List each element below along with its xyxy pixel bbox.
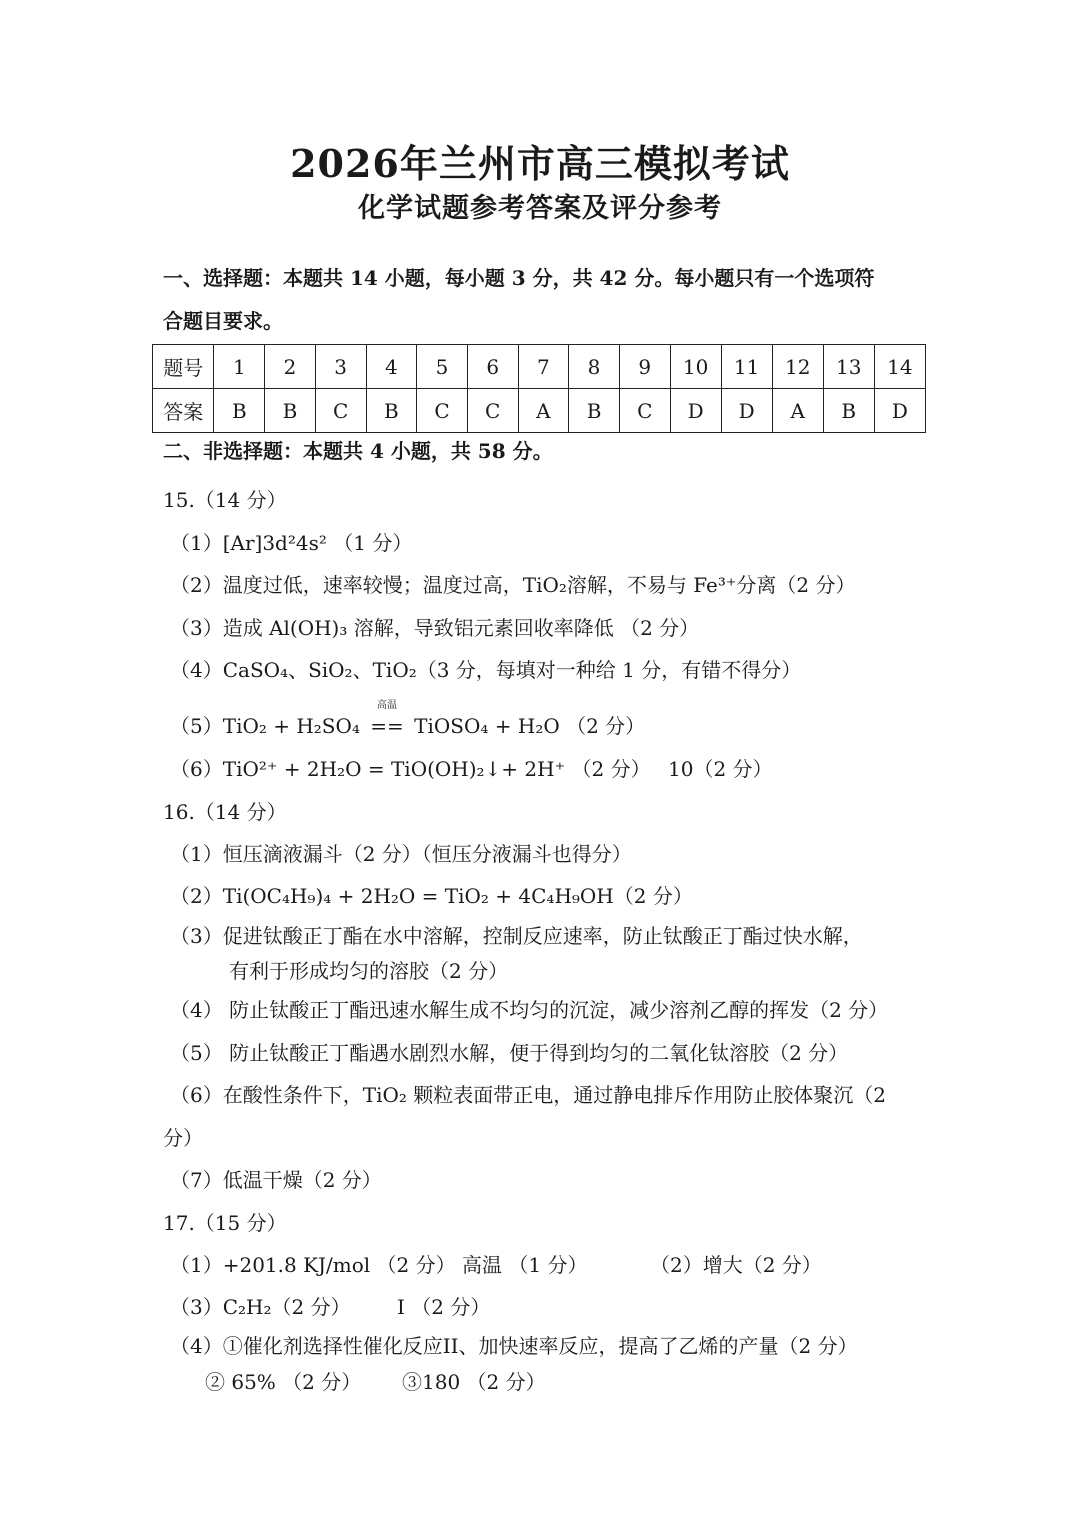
table-cell-number: 3 <box>315 345 366 389</box>
q15-answer-1: （1）[Ar]3d²4s² （1 分） <box>170 531 413 555</box>
table-cell-number: 5 <box>417 345 468 389</box>
q17-heading: 17.（15 分） <box>163 1211 287 1235</box>
page-title: 2026年兰州市高三模拟考试 <box>290 141 790 186</box>
section2-heading: 二、非选择题：本题共 4 小题，共 58 分。 <box>163 439 553 463</box>
q16-answer-3-cont: 有利于形成均匀的溶胶（2 分） <box>229 959 509 983</box>
table-cell-answer: A <box>772 389 823 433</box>
q17-answer-1b: 高温 （1 分） <box>462 1253 588 1277</box>
q15-answer-5 <box>170 700 646 739</box>
table-cell-number: 4 <box>366 345 417 389</box>
q15-answer-4: （4）CaSO₄、SiO₂、TiO₂（3 分，每填对一种给 1 分，有错不得分） <box>170 658 802 682</box>
section1-heading-line1: 一、选择题：本题共 14 小题，每小题 3 分，共 42 分。每小题只有一个选项符 <box>163 266 875 290</box>
table-cell-number: 14 <box>874 345 925 389</box>
q16-heading: 16.（14 分） <box>163 800 287 824</box>
table-cell-number: 11 <box>721 345 772 389</box>
q17-answer-1: （1）+201.8 KJ/mol （2 分） <box>170 1253 456 1277</box>
q16-answer-7: （7）低温干燥（2 分） <box>170 1168 382 1192</box>
table-cell-answer: D <box>670 389 721 433</box>
reaction-condition-label: 高温 <box>377 700 398 711</box>
table-cell-number: 10 <box>670 345 721 389</box>
table-cell-number: 7 <box>518 345 569 389</box>
equals-sign: == <box>370 714 404 738</box>
q17-answer-4: （4）①催化剂选择性催化反应II、加快速率反应，提高了乙烯的产量（2 分） <box>170 1334 858 1358</box>
section1-heading-line2: 合题目要求。 <box>163 309 283 333</box>
table-cell-answer: D <box>874 389 925 433</box>
table-cell-number: 12 <box>772 345 823 389</box>
table-cell-number: 1 <box>214 345 265 389</box>
table-cell-answer: C <box>467 389 518 433</box>
q16-answer-1: （1）恒压滴液漏斗（2 分）（恒压分液漏斗也得分） <box>170 842 632 866</box>
table-cell-answer: C <box>417 389 468 433</box>
table-cell-number: 8 <box>569 345 620 389</box>
table-cell-answer: C <box>619 389 670 433</box>
page-subtitle: 化学试题参考答案及评分参考 <box>358 193 722 224</box>
q17-answer-4c: ③180 （2 分） <box>402 1370 546 1394</box>
q16-answer-4: （4） 防止钛酸正丁酯迅速水解生成不均匀的沉淀，减少溶剂乙醇的挥发（2 分） <box>170 998 889 1022</box>
table-cell-answer: D <box>721 389 772 433</box>
answer-table-answer-row <box>153 389 926 433</box>
q15-answer-5-right: TiOSO₄ + H₂O （2 分） <box>414 714 646 738</box>
q17-answer-4b: ② 65% （2 分） <box>205 1370 362 1394</box>
table-cell-number: 6 <box>467 345 518 389</box>
table-row-label: 答案 <box>153 389 214 433</box>
q15-answer-6b: 10（2 分） <box>668 757 773 781</box>
answer-table <box>152 344 926 433</box>
table-cell-answer: B <box>823 389 874 433</box>
table-row-label: 题号 <box>153 345 214 389</box>
q16-answer-3: （3）促进钛酸正丁酯在水中溶解，控制反应速率，防止钛酸正丁酯过快水解， <box>170 924 863 948</box>
table-cell-answer: B <box>265 389 316 433</box>
q15-answer-6: （6）TiO²⁺ + 2H₂O = TiO(OH)₂↓+ 2H⁺ （2 分） <box>170 757 651 781</box>
table-cell-number: 13 <box>823 345 874 389</box>
answer-table-number-row <box>153 345 926 389</box>
q15-heading: 15.（14 分） <box>163 488 287 512</box>
q17-answer-3b: I （2 分） <box>397 1295 491 1319</box>
q16-answer-2: （2）Ti(OC₄H₉)₄ + 2H₂O = TiO₂ + 4C₄H₉OH（2 分） <box>170 884 693 908</box>
q16-answer-6: （6）在酸性条件下，TiO₂ 颗粒表面带正电，通过静电排斥作用防止胶体聚沉（2 <box>170 1083 886 1107</box>
q15-answer-2: （2）温度过低，速率较慢；温度过高，TiO₂溶解，不易与 Fe³⁺分离（2 分） <box>170 573 856 597</box>
q15-answer-3: （3）造成 Al(OH)₃ 溶解，导致铝元素回收率降低 （2 分） <box>170 616 700 640</box>
q16-answer-6-cont: 分） <box>163 1126 203 1150</box>
q15-answer-5-left: （5）TiO₂ + H₂SO₄ <box>170 714 360 738</box>
table-cell-answer: B <box>214 389 265 433</box>
table-cell-number: 2 <box>265 345 316 389</box>
reaction-condition <box>370 700 404 738</box>
q17-answer-3: （3）C₂H₂（2 分） <box>170 1295 351 1319</box>
q16-answer-5: （5） 防止钛酸正丁酯遇水剧烈水解，便于得到均匀的二氧化钛溶胶（2 分） <box>170 1041 849 1065</box>
table-cell-answer: B <box>569 389 620 433</box>
table-cell-answer: C <box>315 389 366 433</box>
table-cell-answer: B <box>366 389 417 433</box>
table-cell-number: 9 <box>619 345 670 389</box>
q17-answer-2: （2）增大（2 分） <box>650 1253 822 1277</box>
table-cell-answer: A <box>518 389 569 433</box>
